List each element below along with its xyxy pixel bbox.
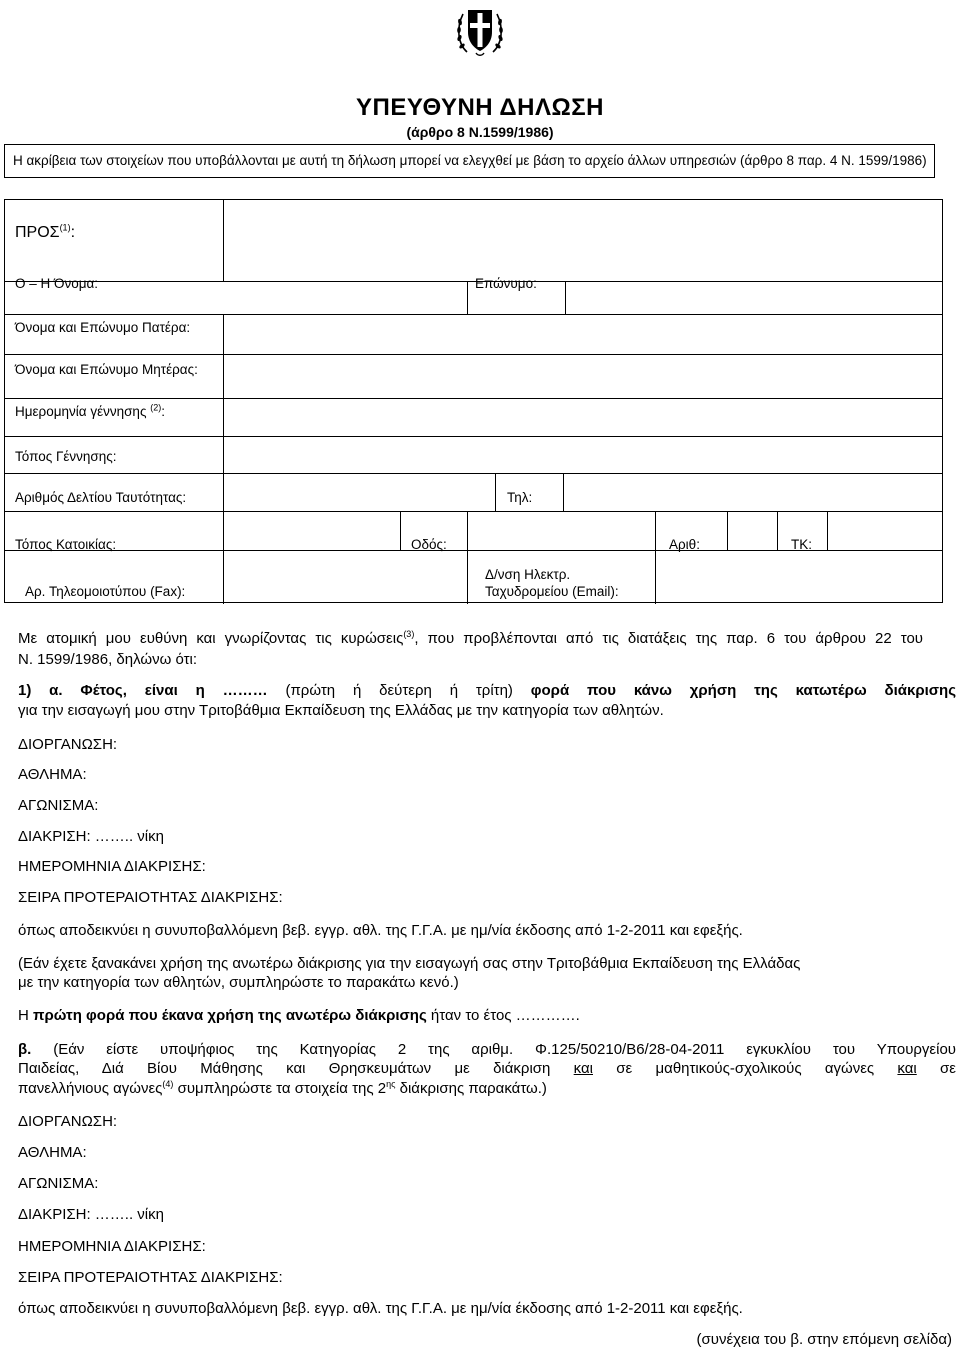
- fax-label: Αρ. Τηλεομοιοτύπου (Fax):: [25, 584, 186, 599]
- priority-label-1: ΣΕΙΡΑ ΠΡΟΤΕΡΑΙΟΤΗΤΑΣ ΔΙΑΚΡΙΣΗΣ:: [18, 889, 283, 906]
- mother-name-label: Όνομα και Επώνυμο Μητέρας:: [15, 362, 198, 377]
- declaration-intro-line1: Με ατομική μου ευθύνη και γνωρίζοντας τις κυρώσεις$^{(3)}$, που προβλέπονται από τις διατάξεις της παρ. 6 του άρθρου 22 του: [18, 629, 923, 647]
- priority-label-2: ΣΕΙΡΑ ΠΡΟΤΕΡΑΙΟΤΗΤΑΣ ΔΙΑΚΡΙΣΗΣ:: [18, 1269, 283, 1286]
- email-label-line1: Δ/νση Ηλεκτρ.: [485, 567, 571, 582]
- item-b-line2: Παιδείας, Διά Βίου Μάθησης και Θρησκευμάτων με διάκριση και σε μαθητικούς-σχολικούς αγώνες και σε: [18, 1060, 956, 1077]
- birthplace-label: Τόπος Γέννησης:: [15, 449, 117, 464]
- sport-label-2: ΑΘΛΗΜΑ:: [18, 1144, 87, 1161]
- birthdate-label: Ημερομηνία γέννησης $^{(2)}$:: [15, 402, 165, 419]
- item-b-line1: β. (Εάν είστε υποψήφιος της Κατηγορίας 2 της αριθμ. Φ.125/50210/Β6/28-04-2011 εγκυκλίου του Υπουργείου: [18, 1041, 956, 1058]
- continued-note: (συνέχεια του β. στην επόμενη σελίδα): [696, 1331, 952, 1348]
- item-b-line3: πανελλήνιους αγώνες$^{(4)}$ συμπληρώστε τα στοιχεία της $2^{\eta\varsigma}$ διάκρισης παρακάτω.): [18, 1079, 547, 1097]
- repeat-use-note-line1: (Εάν έχετε ξανακάνει χρήση της ανωτέρω διάκρισης για την εισαγωγή σας στην Τριτοβάθμια Εκπαίδευση της Ελλάδας: [18, 955, 801, 972]
- accuracy-notice: Η ακρίβεια των στοιχείων που υποβάλλονται με αυτή τη δήλωση μπορεί να ελεγχθεί με βάση το αρχείο άλλων υπηρεσιών (άρθρο 8 παρ. 4 Ν. 1599/1986): [4, 144, 935, 178]
- street-number-label: Αριθ:: [669, 537, 700, 552]
- distinction-label-2: ΔΙΑΚΡΙΣΗ: …….. νίκη: [18, 1206, 164, 1223]
- distinction-label-1: ΔΙΑΚΡΙΣΗ: …….. νίκη: [18, 828, 164, 845]
- distinction-date-label-1: ΗΜΕΡΟΜΗΝΙΑ ΔΙΑΚΡΙΣΗΣ:: [18, 858, 206, 875]
- first-name-label: Ο – Η Όνομα:: [15, 276, 99, 291]
- event-label-1: ΑΓΩΝΙΣΜΑ:: [18, 797, 99, 814]
- pros-label: ΠΡΟΣ$^{(1)}$:: [15, 222, 76, 241]
- org-label-2: ΔΙΟΡΓΑΝΩΣΗ:: [18, 1113, 118, 1130]
- repeat-use-note-line2: με την κατηγορία των αθλητών, συμπληρώστε το παρακάτω κενό.): [18, 974, 459, 991]
- surname-label: Επώνυμο:: [475, 276, 537, 291]
- item-1a-line2: για την εισαγωγή μου στην Τριτοβάθμια Εκπαίδευση της Ελλάδας με την κατηγορία των αθλητών.: [18, 702, 664, 719]
- id-number-label: Αριθμός Δελτίου Ταυτότητας:: [15, 490, 187, 505]
- personal-details-form: [4, 199, 943, 603]
- document-subtitle: (άρθρο 8 Ν.1599/1986): [406, 124, 554, 140]
- street-label: Οδός:: [411, 537, 447, 552]
- item-1a-line1: 1) α. Φέτος, είναι η ……… (πρώτη ή δεύτερη ή τρίτη) φορά που κάνω χρήση της κατωτέρω διάκρισης: [18, 682, 956, 699]
- father-name-label: Όνομα και Επώνυμο Πατέρα:: [15, 320, 191, 335]
- proof-text-2: όπως αποδεικνύει η συνυποβαλλόμενη βεβ. εγγρ. αθλ. της Γ.Γ.Α. με ημ/νία έκδοσης από 1-2-2011 και εφεξής.: [18, 1300, 743, 1317]
- email-label-line2: Ταχυδρομείου (Email):: [485, 584, 619, 599]
- proof-text-1: όπως αποδεικνύει η συνυποβαλλόμενη βεβ. εγγρ. αθλ. της Γ.Γ.Α. με ημ/νία έκδοσης από 1-2-2011 και εφεξής.: [18, 922, 743, 939]
- residence-label: Τόπος Κατοικίας:: [15, 537, 117, 552]
- greek-emblem-icon: [455, 2, 505, 58]
- sport-label-1: ΑΘΛΗΜΑ:: [18, 766, 87, 783]
- phone-label: Τηλ:: [507, 490, 533, 505]
- distinction-date-label-2: ΗΜΕΡΟΜΗΝΙΑ ΔΙΑΚΡΙΣΗΣ:: [18, 1238, 206, 1255]
- org-label-1: ΔΙΟΡΓΑΝΩΣΗ:: [18, 736, 118, 753]
- postal-code-label: ΤΚ:: [791, 537, 813, 552]
- event-label-2: ΑΓΩΝΙΣΜΑ:: [18, 1175, 99, 1192]
- document-title: ΥΠΕΥΘΥΝΗ ΔΗΛΩΣΗ: [356, 94, 604, 121]
- declaration-intro-line2: Ν. 1599/1986, δηλώνω ότι:: [18, 651, 198, 668]
- first-use-line: Η πρώτη φορά που έκανα χρήση της ανωτέρω διάκρισης ήταν το έτος ………….: [18, 1007, 580, 1024]
